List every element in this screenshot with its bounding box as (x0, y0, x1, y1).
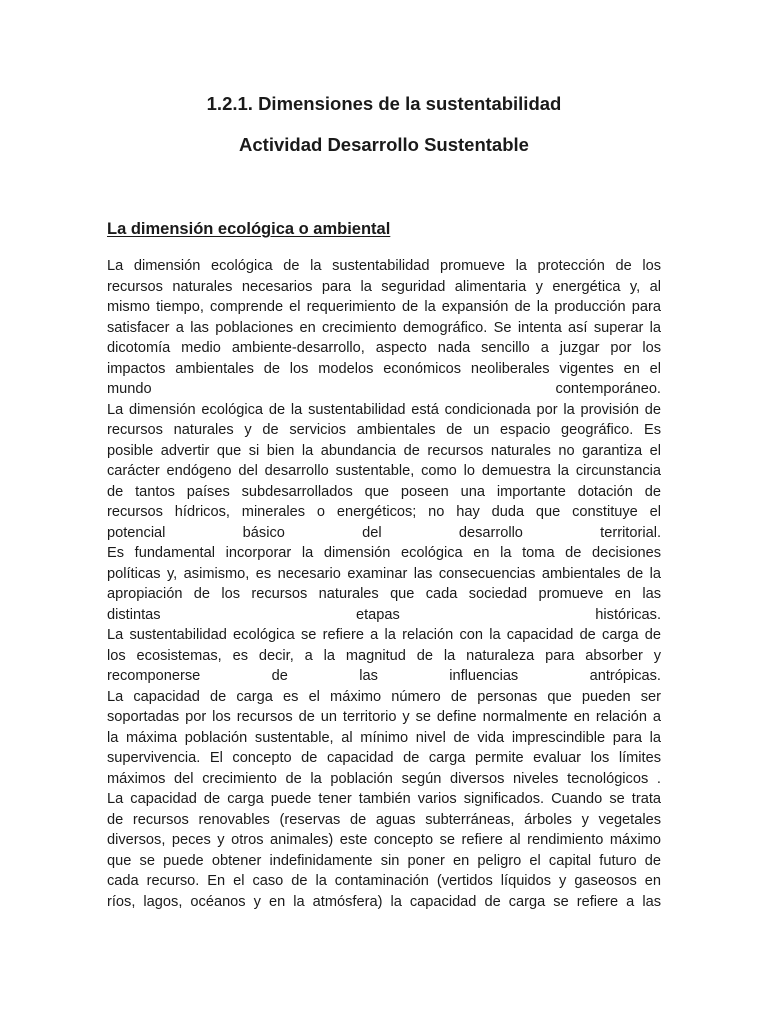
text-line: carácter endógeno del desarrollo sustentable, como lo demuestra la circunstancia (107, 463, 661, 479)
text-line: recursos naturales necesarios para la seguridad alimentaria y energética y, al (107, 278, 661, 295)
text-line: recursos hídricos, minerales o energéticos; no hay duda que constituye el (107, 504, 661, 520)
text-line: posible advertir que si bien la abundancia de recursos naturales no garantiza el (107, 442, 661, 459)
text-line: dicotomía medio ambiente-desarrollo, aspecto nada sencillo a juzgar por los (107, 340, 661, 356)
text-line: La dimensión ecológica de la sustentabilidad está condicionada por la provisión de (107, 401, 661, 418)
text-line: La capacidad de carga puede tener también varios significados. Cuando se trata (107, 791, 661, 807)
text-line: recursos naturales y de servicios ambientales de un espacio geográfico. Es (107, 422, 661, 438)
text-line: políticas y, asimismo, es necesario examinar las consecuencias ambientales de la (107, 565, 661, 582)
body-text (107, 256, 661, 912)
document-title: 1.2.1. Dimensiones de la sustentabilidad (206, 93, 562, 114)
text-line: satisfacer a las poblaciones en crecimiento demográfico. Se intenta así superar la (107, 319, 661, 336)
text-line: que se puede obtener indefinidamente sin poner en peligro el capital futuro de (107, 852, 661, 869)
section-heading: La dimensión ecológica o ambiental (107, 220, 391, 238)
text-line: diversos, peces y otros animales) este concepto se refiere al rendimiento máximo (107, 832, 661, 848)
text-line: de recursos renovables (reservas de aguas subterráneas, árboles y vegetales (107, 811, 661, 828)
text-line: cada recurso. En el caso de la contaminación (vertidos líquidos y gaseosos en (107, 873, 661, 889)
text-line: recomponerse de las influencias antrópicas. (107, 668, 661, 684)
text-line: mundo contemporáneo. (107, 381, 661, 397)
document-subtitle: Actividad Desarrollo Sustentable (239, 134, 529, 155)
text-line: máximos del crecimiento de la población según diversos niveles tecnológicos . (107, 770, 661, 787)
text-line: apropiación de los recursos naturales que cada sociedad promueve en las (107, 586, 661, 602)
text-line: La capacidad de carga es el máximo número de personas que pueden ser (107, 688, 661, 705)
text-line: mismo tiempo, comprende el requerimiento de la expansión de la producción para (107, 299, 661, 315)
text-line: los ecosistemas, es decir, a la magnitud de la naturaleza para absorber y (107, 647, 661, 664)
text-line: ríos, lagos, océanos y en la atmósfera) la capacidad de carga se refiere a las (107, 893, 661, 910)
text-line: de tantos países subdesarrollados que poseen una importante dotación de (107, 483, 661, 500)
text-line: supervivencia. El concepto de capacidad de carga permite evaluar los límites (107, 750, 661, 766)
text-line: la máxima población sustentable, al mínimo nivel de vida imprescindible para la (107, 729, 661, 746)
text-line: La sustentabilidad ecológica se refiere a la relación con la capacidad de carga de (107, 627, 661, 643)
text-line: impactos ambientales de los modelos económicos neoliberales vigentes en el (107, 360, 661, 377)
text-line: distintas etapas históricas. (107, 606, 661, 623)
text-line: La dimensión ecológica de la sustentabilidad promueve la protección de los (107, 258, 661, 274)
text-line: potencial básico del desarrollo territorial. (107, 524, 661, 541)
text-line: Es fundamental incorporar la dimensión ecológica en la toma de decisiones (107, 545, 661, 561)
text-line: soportadas por los recursos de un territorio y se define normalmente en relación a (107, 709, 661, 725)
